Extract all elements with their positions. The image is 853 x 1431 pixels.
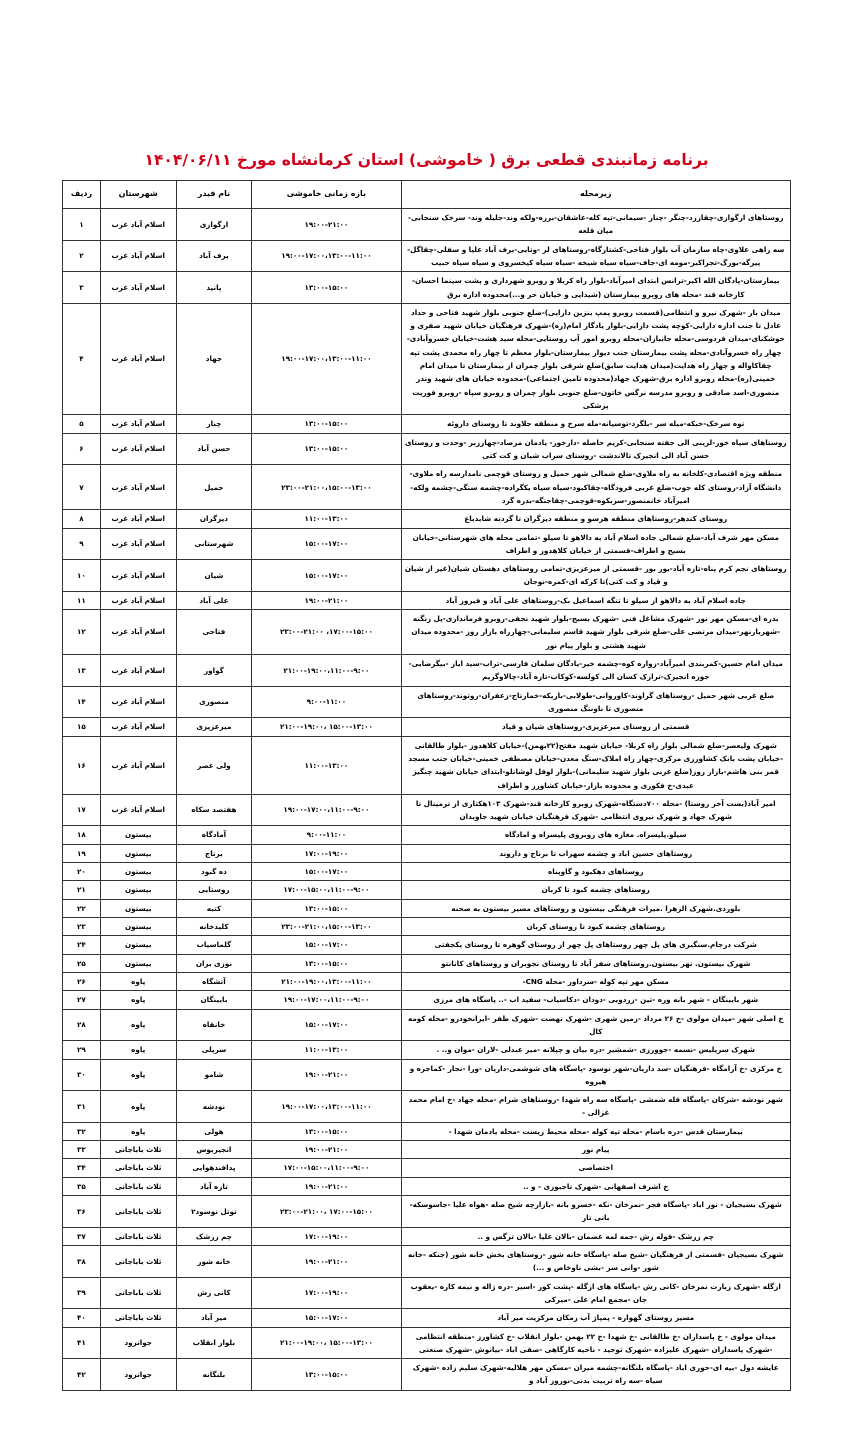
cell-shahrestan: اسلام آباد غرب (100, 591, 176, 609)
cell-shahrestan: ثلاث باباجانی (100, 1277, 176, 1309)
cell-feeder: ده گبود (176, 863, 252, 881)
cell-sub-area: شهرک بسیجیان - نور اباد -پاسگاه فجر -نمرخان -نکه -خسرو بانه -بازارچه شیخ صله -هواه علیا -جاسوسکه-بانی تار (401, 1196, 790, 1228)
cell-time-range: ۱۷:۰۰-۱۵:۰۰،۱۱:۰۰-۹:۰۰ (252, 881, 401, 899)
cell-sub-area: سه راهی علاوی-چاه سازمان آب بلوار فتاحی-کشتارگاه-روستاهای لر -وتایی-برف آباد علیا و سفلی-چقاگل-پیرگه-بورگ-تجراکبر-مومه ای-جاف-سیاه سیاه شیخه -سیاه سیاه کیخسروی و سیاه سیاه حبیب (401, 240, 790, 272)
cell-feeder: گواور (176, 655, 252, 687)
cell-time-range: ۱۳:۰۰-۱۵:۰۰ (252, 272, 401, 304)
table-header (63, 181, 791, 209)
cell-feeder: انجیربوس (176, 1141, 252, 1159)
cell-sub-area: خ اصلی شهر -میدان مولوی -خ ۲۶ مرداد -زمین شهری -شهرک نهضت -شهرک ظفر -ایرانخودرو -محله کومه کال (401, 1009, 790, 1041)
cell-sub-area: روستاهای نجم کرم پناه-تازه آباد-بور بور -قسمتی از میرعزیزی-تمامی روستاهای دهستان شیان(غیر از شیان و قیاد و کت کتی)تا کرکه ای-کمره-نوجان (401, 560, 790, 592)
cell-feeder: توتل نوسود۲ (176, 1196, 252, 1228)
cell-sub-area: ضلع غربی شهر حمیل -روستاهای گراوند-کاوروانی-طولابی-باریکه-خمارتاج-زعفران-روتوند-روستاهای منصوری تا ناوننگ منصوری (401, 686, 790, 718)
cell-shahrestan: اسلام آباد غرب (100, 465, 176, 510)
cell-radif: ۷ (63, 465, 101, 510)
cell-radif: ۶ (63, 433, 101, 465)
cell-feeder: میر آباد (176, 1309, 252, 1327)
cell-feeder: هفتصد سکاه (176, 794, 252, 826)
cell-sub-area: میدان امام حسین-کمربندی امیرآباد-زواره کوه-چشمه خیر-یادگان سلمان فارسی-تراب-سید ایاز -بیگرضایی-جوزه انجیرک-ترازک کسان الی کولسه-کوکاب-تازه آباد-چالاوگریم (401, 655, 790, 687)
cell-time-range: ۱۵:۰۰-۱۷:۰۰ (252, 560, 401, 592)
cell-time-range: ۱۳:۰۰-۱۵:۰۰ (252, 899, 401, 917)
cell-shahrestan: اسلام آباد غرب (100, 528, 176, 560)
cell-feeder: شهرستانی (176, 528, 252, 560)
cell-time-range: ۱۷:۰۰-۱۹:۰۰ (252, 1227, 401, 1245)
cell-shahrestan: اسلام آباد غرب (100, 272, 176, 304)
table-row (63, 240, 791, 272)
cell-sub-area: قسمتی از روستای میرعزیزی-روستاهای شیان و قیاد (401, 718, 790, 736)
cell-shahrestan: بیستون (100, 844, 176, 862)
cell-shahrestan: ثلاث باباجانی (100, 1227, 176, 1245)
table-row (63, 863, 791, 881)
cell-shahrestan: ثلاث باباجانی (100, 1159, 176, 1177)
cell-shahrestan: پاوه (100, 1122, 176, 1140)
cell-radif: ۴۱ (63, 1327, 101, 1359)
cell-feeder: جهاد (176, 303, 252, 415)
cell-feeder: حسن آباد (176, 433, 252, 465)
cell-shahrestan: اسلام آباد غرب (100, 718, 176, 736)
cell-shahrestan: اسلام آباد غرب (100, 510, 176, 528)
cell-shahrestan: اسلام آباد غرب (100, 303, 176, 415)
cell-feeder: چم زرشک (176, 1227, 252, 1245)
cell-time-range: ۹:۰۰-۱۱:۰۰ (252, 826, 401, 844)
cell-sub-area: پیام نور (401, 1141, 790, 1159)
table-row (63, 991, 791, 1009)
cell-shahrestan: بیستون (100, 954, 176, 972)
cell-shahrestan: اسلام آباد غرب (100, 610, 176, 655)
cell-sub-area: روستاهای سیاه خور-لرینی الی جفته سنجابی-کریم حاصله -دارخور- یادمان مرصاد-چهارزبر -وحدت و روستای حسن آباد الی انجیرک تالاندشت -روستای سراب شیان و کت کتی (401, 433, 790, 465)
cell-sub-area: روستاهای چشمه کبود تا روستای کربان (401, 918, 790, 936)
cell-radif: ۳۰ (63, 1059, 101, 1091)
cell-radif: ۴۲ (63, 1359, 101, 1391)
table-row (63, 1227, 791, 1245)
column-header-feeder: نام فیدر (176, 181, 252, 209)
table-row (63, 1309, 791, 1327)
cell-sub-area: شهرک بسیجیان -قسمتی از فرهنگیان -شیخ صله -پاسگاه خانه شور -روستاهای بخش خانه شور (جنکه -خانه شور -وانی سر -بشی ناوخاص و ...) (401, 1245, 790, 1277)
cell-time-range: ۱۳:۰۰-۱۵:۰۰ (252, 415, 401, 433)
cell-time-range: ۲۳:۰۰-۲۱:۰۰ ،۱۷:۰۰-۱۵:۰۰ (252, 610, 401, 655)
cell-radif: ۹ (63, 528, 101, 560)
cell-sub-area: جاده اسلام آباد به دالاهو از سیلو تا تنگه اسماعیل بک-روستاهای علی آباد و فیروز آباد (401, 591, 790, 609)
cell-sub-area: بیمارستان قدس -دره باسام -محله تپه کوله -محله محیط زیست -محله یادمان شهدا - (401, 1122, 790, 1140)
cell-time-range: ۹:۰۰-۱۱:۰۰ (252, 686, 401, 718)
cell-feeder: برناج (176, 844, 252, 862)
cell-feeder: آمادگاه (176, 826, 252, 844)
table-row (63, 686, 791, 718)
cell-shahrestan: ثلاث باباجانی (100, 1141, 176, 1159)
cell-radif: ۲۶ (63, 972, 101, 990)
cell-feeder: ارگوازی (176, 208, 252, 240)
cell-shahrestan: پاوه (100, 1059, 176, 1091)
cell-radif: ۳ (63, 272, 101, 304)
table-row (63, 1327, 791, 1359)
cell-time-range: ۱۳:۰۰-۱۵:۰۰ (252, 954, 401, 972)
cell-sub-area: توه سرخک-خبکه-میله سر -بلگرد-توسیانه-مله سرخ و منطقه جلاوند تا روستای داروئه (401, 415, 790, 433)
cell-shahrestan: ثلاث باباجانی (100, 1196, 176, 1228)
table-header-row (63, 181, 791, 209)
cell-sub-area: اختصاصی (401, 1159, 790, 1177)
cell-shahrestan: اسلام آباد غرب (100, 686, 176, 718)
cell-shahrestan: اسلام آباد غرب (100, 794, 176, 826)
cell-time-range: ۱۵:۰۰-۱۷:۰۰ (252, 936, 401, 954)
cell-radif: ۳۹ (63, 1277, 101, 1309)
column-header-time-range: بازه زمانی خاموشی (252, 181, 401, 209)
cell-sub-area: سیلو.پلیسراه. مغازه های روبروی پلیسراه و امادگاه (401, 826, 790, 844)
cell-feeder: بایینگان (176, 991, 252, 1009)
table-row (63, 528, 791, 560)
table-row (63, 560, 791, 592)
cell-shahrestan: اسلام آباد غرب (100, 433, 176, 465)
cell-time-range: ۲۳:۰۰-۲۱:۰۰، ۱۷:۰۰-۱۵:۰۰ (252, 1196, 401, 1228)
cell-radif: ۱۸ (63, 826, 101, 844)
cell-time-range: ۲۱:۰۰-۱۹:۰۰،۱۱:۰۰-۹:۰۰ (252, 655, 401, 687)
cell-sub-area: امیر آباد(بست آخر روستا) -محله ۷۰۰دستگاه-شهرک روبرو کارخانه قند-شهرک ۱۰۳هکتاری از ترمینال تا شهرک جهاد و شهرک نیروی انتظامی -شهرک فرهنگیان خیابان شهید جاویدان (401, 794, 790, 826)
cell-radif: ۴ (63, 303, 101, 415)
table-row (63, 972, 791, 990)
table-row (63, 954, 791, 972)
cell-time-range: ۱۵:۰۰-۱۷:۰۰ (252, 1009, 401, 1041)
cell-radif: ۲۹ (63, 1041, 101, 1059)
cell-time-range: ۱۳:۰۰-۱۵:۰۰ (252, 433, 401, 465)
cell-radif: ۸ (63, 510, 101, 528)
table-row (63, 881, 791, 899)
cell-sub-area: روستای کندهر-روستاهای منطقه هرسو و منطقه دیزگران تا گردنه شابدباغ (401, 510, 790, 528)
cell-feeder: سرپلی (176, 1041, 252, 1059)
cell-feeder: کلیدخانه (176, 918, 252, 936)
cell-feeder: نودشه (176, 1091, 252, 1123)
cell-radif: ۳۴ (63, 1159, 101, 1177)
cell-feeder: تازه آباد (176, 1177, 252, 1195)
cell-time-range: ۱۹:۰۰-۲۱:۰۰ (252, 1059, 401, 1091)
cell-time-range: ۲۱:۰۰-۱۹:۰۰،۱۳:۰۰-۱۱:۰۰ (252, 972, 401, 990)
cell-sub-area: ازگله -شهرک زیارت نمرخان -کانی رش -پاسگاه های ازگله -پشت کور -اسیر -دره ژاله و نیمه کاره -یعقوب جان -مجمع امام علی -میرکی (401, 1277, 790, 1309)
column-header-sub-area: زیرمحله (401, 181, 790, 209)
cell-feeder: فتاحی (176, 610, 252, 655)
cell-radif: ۲۷ (63, 991, 101, 1009)
cell-shahrestan: اسلام آباد غرب (100, 560, 176, 592)
cell-radif: ۱۵ (63, 718, 101, 736)
cell-time-range: ۱۹:۰۰-۱۷:۰۰،۱۱:۰۰-۹:۰۰ (252, 991, 401, 1009)
cell-shahrestan: بیستون (100, 918, 176, 936)
cell-time-range: ۱۵:۰۰-۱۷:۰۰ (252, 1309, 401, 1327)
cell-time-range: ۱۵:۰۰-۱۷:۰۰ (252, 863, 401, 881)
cell-feeder: بلوار انقلاب (176, 1327, 252, 1359)
cell-feeder: آتشگاه (176, 972, 252, 990)
table-row (63, 1277, 791, 1309)
cell-radif: ۲ (63, 240, 101, 272)
cell-radif: ۲۱ (63, 881, 101, 899)
table-row (63, 465, 791, 510)
column-header-radif: ردیف (63, 181, 101, 209)
cell-sub-area: مسکن مهر تپه کوله -سرداور -محله CNG- (401, 972, 790, 990)
cell-sub-area: مسیر روستای گهواره - پمپاژ آب زمکان مرکزیت میر آباد (401, 1309, 790, 1327)
cell-sub-area: بلوردی.شهرک الزهرا .میراث فرهنگی بیستون و روستاهای مسیر بیستون به صحنه (401, 899, 790, 917)
table-row (63, 844, 791, 862)
cell-feeder: دیزگران (176, 510, 252, 528)
table-row (63, 899, 791, 917)
column-header-shahrestan: شهرستان (100, 181, 176, 209)
cell-radif: ۳۶ (63, 1196, 101, 1228)
cell-radif: ۱۳ (63, 655, 101, 687)
table-row (63, 1009, 791, 1041)
cell-time-range: ۱۳:۰۰-۱۵:۰۰ (252, 1359, 401, 1391)
cell-feeder: خانقاه (176, 1009, 252, 1041)
cell-radif: ۴۰ (63, 1309, 101, 1327)
cell-feeder: پانید (176, 272, 252, 304)
table-row (63, 736, 791, 794)
cell-shahrestan: اسلام آباد غرب (100, 415, 176, 433)
table-row (63, 1245, 791, 1277)
outage-schedule-table (62, 180, 791, 1391)
cell-time-range: ۱۹:۰۰-۲۱:۰۰ (252, 1245, 401, 1277)
cell-time-range: ۱۹:۰۰-۲۱:۰۰ (252, 591, 401, 609)
table-row (63, 794, 791, 826)
cell-feeder: روستایی (176, 881, 252, 899)
cell-shahrestan: ثلاث باباجانی (100, 1177, 176, 1195)
cell-time-range: ۱۷:۰۰-۱۹:۰۰ (252, 844, 401, 862)
cell-sub-area: شهرک بیستون. نهر بیستون.روستاهای سفر آباد تا روستای نجوبران و روستاهای کانانتو (401, 954, 790, 972)
cell-radif: ۲۸ (63, 1009, 101, 1041)
cell-time-range: ۱۱:۰۰-۱۳:۰۰ (252, 1041, 401, 1059)
cell-radif: ۲۳ (63, 918, 101, 936)
cell-feeder: منصوری (176, 686, 252, 718)
cell-feeder: حمیل (176, 465, 252, 510)
cell-sub-area: روستاهای ارگوازی-چقازرد-چنگر -چنار -سیمانی-تپه کله-عاشقان-برزه-ولکه وند-جلیله وند- سرخک سنجابی-میان قلعه (401, 208, 790, 240)
cell-shahrestan: اسلام آباد غرب (100, 240, 176, 272)
cell-sub-area: منطقه ویژه اقتصادی-کلخانه به راه ملاوی-ضلع شمالی شهر حمیل و روستای قوچمی نامدارسه راه ملاوی-دانشگاه آزاد-روستای کله جوب-ضلع غربی فرودگاه-چقاکبود-سیاه سیاه یکگراده-چشمه سنگی-چشمه ولکه-امیرآباد خانمنصور-سربکوه-قوچمی-چقاجنگه-بدره گرد (401, 465, 790, 510)
cell-time-range: ۲۳:۰۰-۲۱:۰۰،۱۵:۰۰-۱۳:۰۰ (252, 465, 401, 510)
cell-shahrestan: بیستون (100, 881, 176, 899)
cell-radif: ۱ (63, 208, 101, 240)
table-row (63, 415, 791, 433)
cell-feeder: کتبه (176, 899, 252, 917)
cell-radif: ۱۶ (63, 736, 101, 794)
cell-sub-area: شهرک ولیعصر-ضلع شمالی بلوار راه کربلا- خیابان شهید مفتح(۲۲بهمن)-خیابان کلاهدوز -بلوار طالقانی -خیابان پشت بانک کشاورزی مرکزی-چهار راه املاک-سنگ معدن-خیابان مصطفی خمینی-خیابان جنب مسجد قمر بنی هاشم-بازار روز(ضلع غربی بلوار شهید سلیمانی)-بلوار لوفل لوشانلو-ابتدای خیابان شهید چنگیز عبدی-خ فکوری و محدوده بازار-خیابان کشاورز و اطراف (401, 736, 790, 794)
cell-time-range: ۱۹:۰۰-۲۱:۰۰ (252, 1177, 401, 1195)
table-row (63, 1141, 791, 1159)
cell-sub-area: چم زرشک -قوله رش -جمه لمه غضمان -بالان علیا -بالان ترگس و .. (401, 1227, 790, 1245)
cell-feeder: نوزی بران (176, 954, 252, 972)
table-row (63, 1159, 791, 1177)
table-row (63, 936, 791, 954)
cell-sub-area: شهر نودشه -شرکان -پاسگاه قله شمشی -پاسگاه سه راه شهدا -روستاهای شرام -محله جهاد -خ امام محمد غزالی - (401, 1091, 790, 1123)
table-row (63, 826, 791, 844)
cell-time-range: ۱۷:۰۰-۱۵:۰۰،۱۱:۰۰-۹:۰۰ (252, 1159, 401, 1177)
cell-sub-area: شرکت درجام.سنگبری های پل چهر روستاهای پل چهر از روستای گوهره تا روستای یکجفتی (401, 936, 790, 954)
cell-shahrestan: اسلام آباد غرب (100, 655, 176, 687)
cell-feeder: برف آباد (176, 240, 252, 272)
cell-shahrestan: جوانرود (100, 1327, 176, 1359)
cell-radif: ۵ (63, 415, 101, 433)
cell-feeder: شامو (176, 1059, 252, 1091)
table-row (63, 303, 791, 415)
cell-feeder: پدافندهوایی (176, 1159, 252, 1177)
cell-sub-area: مسکن مهر شرف آباد-ضلع شمالی جاده اسلام آباد به دالاهو تا سیلو -تمامی محله های شهرستانی-خیابان بسیج و اطراف-قسمتی از خیابان کلاهدوز و اطراف (401, 528, 790, 560)
cell-radif: ۲۰ (63, 863, 101, 881)
cell-shahrestan: بیستون (100, 899, 176, 917)
cell-radif: ۱۱ (63, 591, 101, 609)
table-row (63, 433, 791, 465)
cell-sub-area: میدان بار -شهرک نیرو و انتظامی(قسمت روبرو پمپ بنزین دارایی)-ضلع جنوبی بلوار شهید فتاحی و حداد عادل تا جنب اداره دارایی-کوچه پشت دارایی-بلوار یادگار امام(ره)-شهرک فرهنگیان خیابان شهید صفری و خوشکنای-میدان فردوسی-محله جانبازان-محله روبرو امور آب روستایی-محله سید هشت-خیابان خسروآبادی-چهار راه خسروآبادی-محله پشت بیمارستان جنب دیوار بیمارستان-بلوار معظم تا چهار راه محمدی پشت تپه چقاکاواله و چهار راه هدایت(میدان هدایت سابق)ضلع شرقی بلوار چمران از بیمارستان تا میدان امام خمینی(ره)-محله روبرو اداره برق-شهرک جهاد(محدوده تامین اجتماعی)-محدوده خیابان های شهید وندر منصوری-اسد صادقی و روبرو مدرسه نرگس خاتون-ضلع جنوبی بلوار چمران و روبرو سپاه -روبرو فوریت پزشکی (401, 303, 790, 415)
cell-radif: ۱۴ (63, 686, 101, 718)
cell-time-range: ۱۹:۰۰-۲۱:۰۰ (252, 208, 401, 240)
table-row (63, 1177, 791, 1195)
cell-feeder: بلنگانه (176, 1359, 252, 1391)
cell-radif: ۳۸ (63, 1245, 101, 1277)
cell-sub-area: شهرک سرپلیس -نسمه -جوورزی -شمشیر -دره بیان و چپلانه -میر عبدلی -لاران -موان و.. . (401, 1041, 790, 1059)
cell-feeder: علی آباد (176, 591, 252, 609)
cell-sub-area: روستاهای چشمه کبود تا کربان (401, 881, 790, 899)
table-row (63, 272, 791, 304)
table-row (63, 610, 791, 655)
cell-time-range: ۱۹:۰۰-۲۱:۰۰ (252, 1141, 401, 1159)
cell-radif: ۱۲ (63, 610, 101, 655)
cell-shahrestan: بیستون (100, 826, 176, 844)
cell-time-range: ۱۹:۰۰-۱۷:۰۰،۱۱:۰۰-۹:۰۰ (252, 794, 401, 826)
table-row (63, 1196, 791, 1228)
cell-time-range: ۱۳:۰۰-۱۵:۰۰ (252, 1122, 401, 1140)
cell-shahrestan: پاوه (100, 1009, 176, 1041)
cell-radif: ۲۵ (63, 954, 101, 972)
cell-radif: ۲۲ (63, 899, 101, 917)
cell-sub-area: بدره ای-مسکن مهر نور -شهرک مشاغل فنی -شهرک بسیج-بلوار شهید نجفی-روبرو فرمانداری-پل زنگنه -شهریارنهر-میدان مرتضی علی-ضلع شرقی بلوار شهید قاسم سلیمانی-چهارراه بازار روز -محدوده میدان شهید هشتی و بلوار پیام نور (401, 610, 790, 655)
table-row (63, 208, 791, 240)
cell-shahrestan: ثلاث باباجانی (100, 1245, 176, 1277)
table-row (63, 918, 791, 936)
cell-shahrestan: بیستون (100, 936, 176, 954)
cell-shahrestan: پاوه (100, 1091, 176, 1123)
cell-radif: ۲۴ (63, 936, 101, 954)
cell-radif: ۳۳ (63, 1141, 101, 1159)
page-title: برنامه زمانبندی قطعی برق ( خاموشی) استان کرمانشاه مورخ ۱۴۰۴/۰۶/۱۱ (144, 151, 709, 169)
cell-time-range: ۱۹:۰۰-۱۷:۰۰،۱۳:۰۰-۱۱:۰۰ (252, 303, 401, 415)
cell-radif: ۱۹ (63, 844, 101, 862)
table-row (63, 1359, 791, 1391)
cell-sub-area: روستاهای دهکبود و گاوپناه (401, 863, 790, 881)
cell-time-range: ۱۵:۰۰-۱۷:۰۰ (252, 528, 401, 560)
cell-time-range: ۱۷:۰۰-۱۹:۰۰ (252, 1277, 401, 1309)
cell-feeder: ولی عصر (176, 736, 252, 794)
cell-time-range: ۱۱:۰۰-۱۳:۰۰ (252, 510, 401, 528)
cell-radif: ۳۱ (63, 1091, 101, 1123)
cell-sub-area: خ مرکزی -خ آرامگاه -فرهنگیان -سد داریان-شهر نوسود -پاسگاه های شوشمی-داریان -ورا -نجار -کماجره و هیروه (401, 1059, 790, 1091)
cell-shahrestan: پاوه (100, 991, 176, 1009)
cell-feeder: گلماسیاب (176, 936, 252, 954)
cell-time-range: ۱۱:۰۰-۱۳:۰۰ (252, 736, 401, 794)
table-row (63, 1041, 791, 1059)
cell-radif: ۳۲ (63, 1122, 101, 1140)
table-row (63, 591, 791, 609)
cell-shahrestan: پاوه (100, 1041, 176, 1059)
table-row (63, 1091, 791, 1123)
cell-shahrestan: اسلام آباد غرب (100, 736, 176, 794)
cell-sub-area: خ اشرف اصفهانی -شهرک تاجبوزی - و .. (401, 1177, 790, 1195)
cell-feeder: میرعزیزی (176, 718, 252, 736)
cell-feeder: کانی رش (176, 1277, 252, 1309)
table-row (63, 1059, 791, 1091)
cell-radif: ۱۷ (63, 794, 101, 826)
cell-radif: ۱۰ (63, 560, 101, 592)
cell-sub-area: روستاهای حسین اباد و چشمه سهراب تا برناج و داروند (401, 844, 790, 862)
cell-time-range: ۲۱:۰۰-۱۹:۰۰، ۱۵:۰۰-۱۳:۰۰ (252, 1327, 401, 1359)
cell-time-range: ۱۹:۰۰-۱۷:۰۰،۱۳:۰۰-۱۱:۰۰ (252, 240, 401, 272)
cell-radif: ۳۷ (63, 1227, 101, 1245)
cell-shahrestan: پاوه (100, 972, 176, 990)
cell-shahrestan: اسلام آباد غرب (100, 208, 176, 240)
cell-sub-area: شهر بایینگان - شهر بانه وره -تین -زردویی -دودان -دکاسیاب- سفید اب -.. پاسگاه های مرزی (401, 991, 790, 1009)
cell-time-range: ۲۱:۰۰-۱۹:۰۰، ۱۵:۰۰-۱۳:۰۰ (252, 718, 401, 736)
table-row (63, 655, 791, 687)
table-body (63, 208, 791, 1390)
cell-feeder: شیان (176, 560, 252, 592)
cell-shahrestan: بیستون (100, 863, 176, 881)
table-row (63, 718, 791, 736)
table-row (63, 1122, 791, 1140)
cell-sub-area: میدان مولوی - خ پاسداران -خ طالقانی -خ شهدا -خ ۲۲ بهمن -بلوار انقلاب -خ کشاورز -منطقه انتظامی -شهرک پاسداران -شهرک علیزاده -شهرک توحید - ناحیه کارگاهی -صفی اباد -بیانوش -شهرک صنعتی (401, 1327, 790, 1359)
cell-time-range: ۱۹:۰۰-۱۷:۰۰،۱۳:۰۰-۱۱:۰۰ (252, 1091, 401, 1123)
cell-sub-area: بیمارستان-پادگان الله اکبر-ترانس ابتدای امیرآباد-بلوار راه کربلا و روبرو شهرداری و پشت سینما احسان-کارخانه قند -محله های روبرو بیمارستان (شیدایی و خیابان حر و...)محدوده اداره برق (401, 272, 790, 304)
cell-feeder: خانه شور (176, 1245, 252, 1277)
cell-sub-area: عایشه دول -بیه ای-حوری اباد -پاسگاه بلنگانه-چشمه میران -مسکن مهر هلالیه-شهرک سلیم زاده -شهرک سیاه -سه راه تربیت بدنی-نوروز آباد و (401, 1359, 790, 1391)
cell-radif: ۳۵ (63, 1177, 101, 1195)
cell-feeder: چنار (176, 415, 252, 433)
cell-shahrestan: ثلاث باباجانی (100, 1309, 176, 1327)
cell-time-range: ۲۳:۰۰-۲۱:۰۰،۱۵:۰۰-۱۳:۰۰ (252, 918, 401, 936)
cell-feeder: هولی (176, 1122, 252, 1140)
table-row (63, 510, 791, 528)
cell-shahrestan: جوانرود (100, 1359, 176, 1391)
